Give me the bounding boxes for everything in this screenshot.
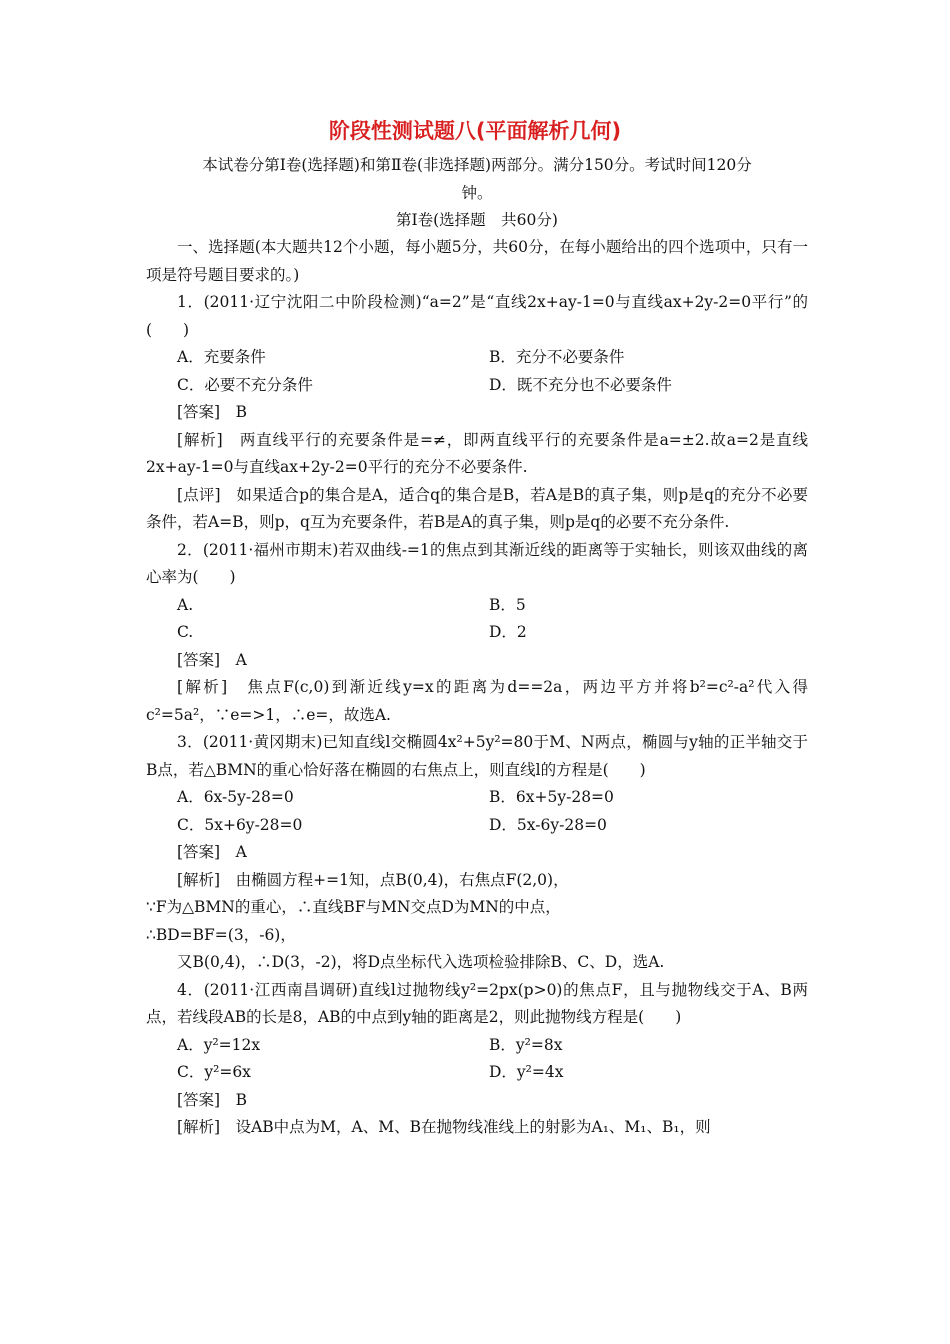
q1-option-b: B．充分不必要条件 — [489, 348, 625, 366]
q2-analysis: [解析] 焦点F(c,0)到渐近线y=x的距离为d==2a，两边平方并将b²=c²-a²代入得c²=5a²，∵e=>1，∴e=，故选A. — [146, 678, 808, 724]
q3-analysis-line-3: ∴BD=BF=(3，-6)， — [146, 925, 296, 944]
q4-option-a: A．y²=12x — [177, 1035, 261, 1054]
q3-options-row-2 — [146, 812, 808, 840]
q3-option-c: C．5x+6y-28=0 — [177, 815, 303, 834]
q4-answer: [答案] B — [177, 1090, 247, 1109]
q2-option-a: A. — [177, 595, 194, 614]
q4-option-c: C．y²=6x — [177, 1063, 251, 1081]
q4-options-row-1 — [146, 1032, 808, 1060]
q4-options-row-2 — [146, 1059, 808, 1087]
q1-options-row-2 — [146, 372, 808, 400]
q4-option-d: D．y²=4x — [489, 1063, 564, 1081]
q1-stem: 1．(2011·辽宁沈阳二中阶段检测)“a=2”是“直线2x+ay-1=0与直线ax+2y-2=0平行”的( ) — [146, 293, 808, 339]
intro-line-1: 本试卷分第Ⅰ卷(选择题)和第Ⅱ卷(非选择题)两部分。满分150分。考试时间120分 — [202, 156, 752, 174]
q1-option-c: C．必要不充分条件 — [177, 375, 313, 394]
q1-analysis: [解析] 两直线平行的充要条件是=≠，即两直线平行的充要条件是a=±2.故a=2是直线2x+ay-1=0与直线ax+2y-2=0平行的充分不必要条件. — [146, 430, 808, 476]
q2-option-c: C. — [177, 623, 194, 641]
q3-analysis-line-1: [解析] 由椭圆方程+=1知，点B(0,4)，右焦点F(2,0)， — [177, 870, 569, 889]
q2-options-row-2 — [146, 619, 808, 647]
q2-stem: 2．(2011·福州市期末)若双曲线-=1的焦点到其渐近线的距离等于实轴长，则该双曲线的离心率为( ) — [146, 540, 808, 586]
q3-analysis-line-4: 又B(0,4)，∴D(3，-2)，将D点坐标代入选项检验排除B、C、D，选A. — [177, 953, 665, 971]
q1-option-a: A．充要条件 — [177, 348, 266, 366]
q1-comment: [点评] 如果适合p的集合是A，适合q的集合是B，若A是B的真子集，则p是q的充分不必要条件，若A=B，则p，q互为充要条件，若B是A的真子集，则p是q的必要不充分条件. — [146, 485, 808, 531]
q3-stem: 3．(2011·黄冈期末)已知直线l交椭圆4x²+5y²=80于M、N两点，椭圆与y轴的正半轴交于B点，若△BMN的重心恰好落在椭圆的右焦点上，则直线l的方程是( ) — [146, 733, 808, 779]
q4-stem: 4．(2011·江西南昌调研)直线l过抛物线y²=2px(p>0)的焦点F，且与抛物线交于A、B两点，若线段AB的长是8，AB的中点到y轴的距离是2，则此抛物线方程是( ) — [146, 980, 808, 1026]
part1-heading: 第Ⅰ卷(选择题 共60分) — [396, 211, 558, 229]
intro — [146, 152, 808, 207]
q1-answer: [答案] B — [177, 403, 247, 421]
intro-line-2: 钟。 — [461, 183, 493, 202]
q1-option-d: D．既不充分也不必要条件 — [489, 375, 672, 394]
section-instructions: 一、选择题(本大题共12个小题，每小题5分，共60分，在每小题给出的四个选项中，只有一项是符号题目要求的。) — [146, 238, 808, 284]
q2-option-b: B．5 — [489, 595, 526, 614]
q3-option-a: A．6x-5y-28=0 — [177, 788, 294, 806]
q3-analysis-line-2: ∵F为△BMN的重心，∴直线BF与MN交点D为MN的中点， — [146, 898, 561, 916]
question-body — [146, 234, 808, 1142]
q2-options-row-1 — [146, 592, 808, 620]
q4-analysis: [解析] 设AB中点为M，A、M、B在抛物线准线上的射影为A₁、M₁、B₁，则 — [177, 1118, 711, 1136]
q2-option-d: D．2 — [489, 623, 527, 641]
q3-answer: [答案] A — [177, 843, 247, 861]
document-title: 阶段性测试题八(平面解析几何) — [328, 119, 622, 143]
q3-options-row-1 — [146, 784, 808, 812]
q3-option-b: B．6x+5y-28=0 — [489, 788, 614, 806]
q1-options-row-1 — [146, 344, 808, 372]
q4-option-b: B．y²=8x — [489, 1035, 563, 1054]
q3-option-d: D．5x-6y-28=0 — [489, 815, 607, 834]
q2-answer: [答案] A — [177, 650, 247, 669]
